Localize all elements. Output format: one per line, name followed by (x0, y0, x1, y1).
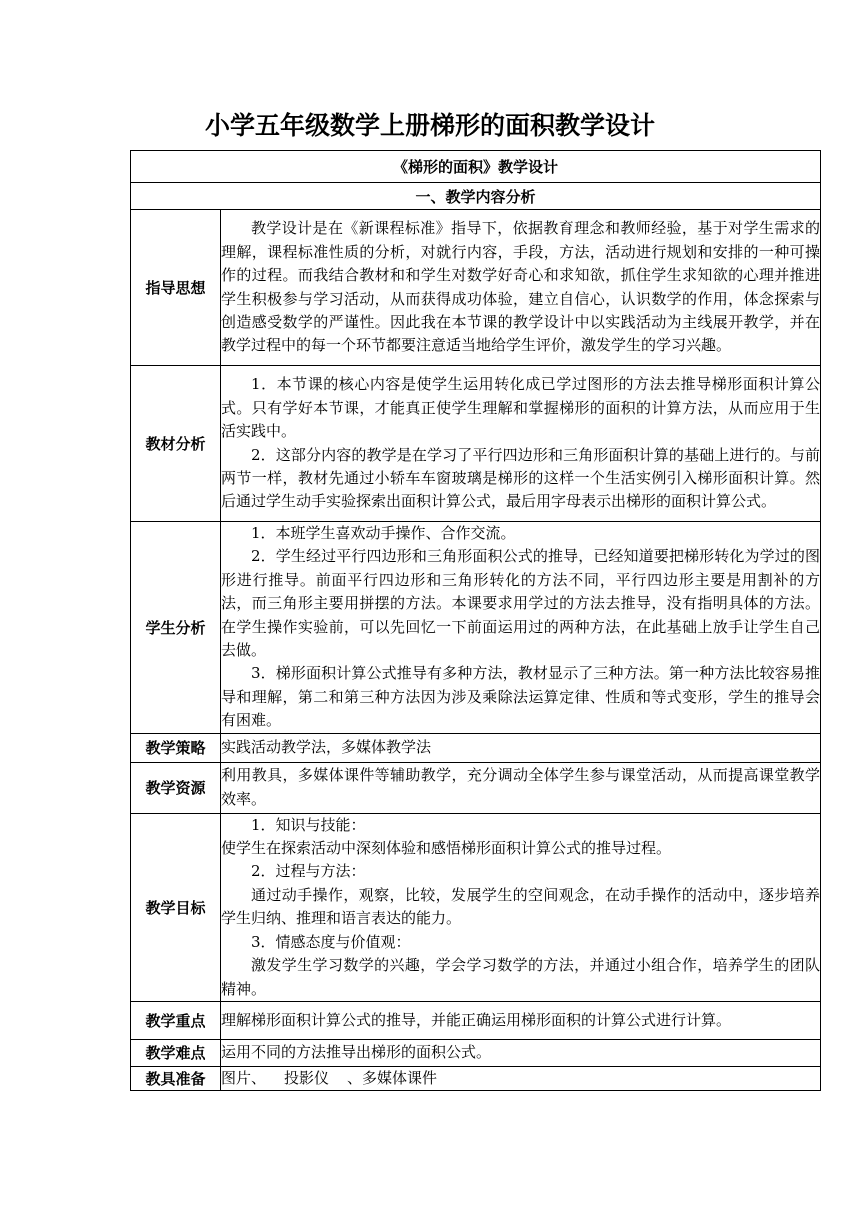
paragraph: 教学设计是在《新课程标准》指导下，依据教育理念和教师经验，基于对学生需求的理解，课程标准性质的分析，对就行内容，手段，方法，活动进行规划和安排的一种可操作的过程。而我结合教材和和学生对数学好奇心和求知欲，抓住学生求知欲的心理并推进学生积极参与学习活动，从而获得成功体验，建立自信心，认识数学的作用，体念探索与创造感受数学的严谨性。因此我在本节课的教学设计中以实践活动为主线展开教学，并在教学过程中的每一个环节都要注意适当地给学生评价，激发学生的学习兴趣。 (221, 219, 821, 355)
prep-item: 投影仪 (284, 1068, 330, 1087)
row-students (131, 522, 821, 734)
paragraph: 3．梯形面积计算公式推导有多种方法，教材显示了三种方法。第一种方法比较容易推导和理解，第二和第三种方法因为涉及乘除法运算定律、性质和等式变形，学生的推导会有困难。 (221, 664, 821, 730)
prep-item: 图片、 (221, 1068, 267, 1087)
row-content-resources: 利用教具，多媒体课件等辅助教学，充分调动全体学生参与课堂活动，从而提高课堂教学效率。 (221, 762, 821, 813)
row-label-difficulty: 教学难点 (131, 1039, 221, 1066)
row-label-resources: 教学资源 (131, 762, 221, 813)
table-header: 《梯形的面积》教学设计 (131, 151, 821, 183)
row-label-strategy: 教学策略 (131, 733, 221, 762)
row-resources (131, 762, 821, 813)
row-goals (131, 813, 821, 1001)
goal-text: 通过动手操作，观察，比较，发展学生的空间观念，在动手操作的活动中，逐步培养学生归纳、推理和语言表达的能力。 (221, 885, 821, 928)
row-label-goals: 教学目标 (131, 813, 221, 1001)
goal-text: 激发学生学习数学的兴趣，学会学习数学的方法，并通过小组合作，培养学生的团队精神。 (221, 956, 821, 998)
row-difficulty (131, 1039, 821, 1066)
goal-heading: 2．过程与方法： (251, 862, 366, 881)
row-content-key-point: 理解梯形面积计算公式的推导，并能正确运用梯形面积的计算公式进行计算。 (221, 1001, 821, 1039)
row-label-prep: 教具准备 (131, 1066, 221, 1090)
row-prep (131, 1066, 821, 1090)
row-content-guide (221, 210, 821, 366)
section-row (131, 183, 821, 210)
goal-heading: 3．情感态度与价值观： (251, 932, 411, 951)
lesson-plan-table (130, 150, 821, 1091)
row-content-strategy: 实践活动教学法，多媒体教学法 (221, 733, 821, 762)
row-label-key-point: 教学重点 (131, 1001, 221, 1039)
row-guide (131, 210, 821, 366)
section-heading: 一、教学内容分析 (131, 183, 821, 210)
row-label-material: 教材分析 (131, 366, 221, 522)
row-content-students (221, 522, 821, 734)
row-content-prep (221, 1066, 821, 1090)
paragraph: 2．学生经过平行四边形和三角形面积公式的推导，已经知道要把梯形转化为学过的图形进行推导。前面平行四边形和三角形转化的方法不同，平行四边形主要是用割补的方法，而三角形主要用拼摆的方法。本课要求用学过的方法去推导，没有指明具体的方法。在学生操作实验前，可以先回忆一下前面运用过的两种方法，在此基础上放手让学生自己去做。 (221, 547, 821, 660)
paragraph: 1．本节课的核心内容是使学生运用转化成已学过图形的方法去推导梯形面积计算公式。只有学好本节课，才能真正使学生理解和掌握梯形的面积的计算方法，从而应用于生活实践中。 (221, 375, 821, 441)
row-key-point (131, 1001, 821, 1039)
paragraph: 1．本班学生喜欢动手操作、合作交流。 (251, 524, 516, 542)
row-content-material (221, 366, 821, 522)
table-header-row (131, 151, 821, 183)
document-title: 小学五年级数学上册梯形的面积教学设计 (204, 111, 655, 140)
row-strategy (131, 733, 821, 762)
row-label-students: 学生分析 (131, 522, 221, 734)
goal-heading: 1．知识与技能： (251, 815, 366, 834)
row-content-goals (221, 813, 821, 1001)
row-material (131, 366, 821, 522)
row-content-difficulty: 运用不同的方法推导出梯形的面积公式。 (221, 1039, 821, 1066)
row-label-guide: 指导思想 (131, 210, 221, 366)
goal-text: 使学生在探索活动中深刻体验和感悟梯形面积计算公式的推导过程。 (221, 839, 672, 858)
paragraph: 2．这部分内容的教学是在学习了平行四边形和三角形面积计算的基础上进行的。与前两节一样，教材先通过小轿车车窗玻璃是梯形的这样一个生活实例引入梯形面积计算。然后通过学生动手实验探索出面积计算公式，最后用字母表示出梯形的面积计算公式。 (221, 445, 821, 511)
prep-item: 、多媒体课件 (347, 1068, 438, 1087)
